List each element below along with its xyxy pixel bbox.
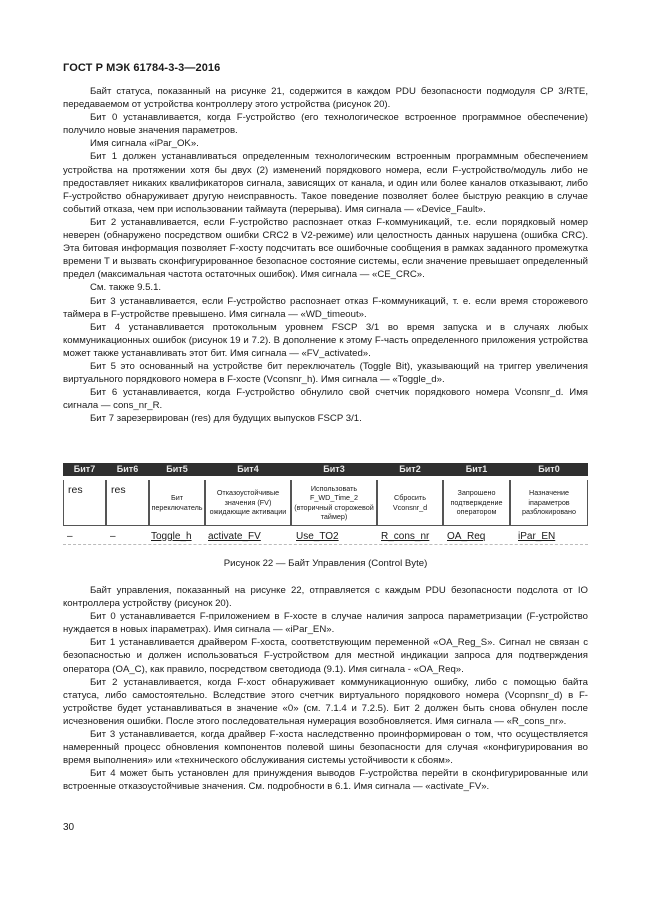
paragraph: Бит 4 устанавливается протокольным уровнем FSCP 3/1 во время запуска и в случаях любых коммуникационных ошибок (рисунок 19 и 7.2). В дополнение к этому F-часть определенного приложения устройства может также устанавливать этот бит. Имя сигнала — «FV_activated». xyxy=(63,321,588,359)
paragraph: Бит 7 зарезервирован (res) для будущих выпусков FSCP 3/1. xyxy=(90,413,362,425)
signal-name: Use_TO2 xyxy=(296,531,339,542)
paragraph: Бит 5 это основанный на устройстве бит переключатель (Toggle Bit), указывающий на триггер увеличения виртуального порядкового номера в F-хосте (Vconsnr_h). Имя сигнала — «Toggle_d». xyxy=(63,360,588,386)
paragraph: Бит 2 устанавливается, когда F-хост обнаруживает коммуникационную ошибку, либо с помощью байта статуса, либо самостоятельно. Вследствие этого счетчик виртуального порядкового номера (Vcopnsnr_d) в F-устройстве будет устанавливаться в значение «0» (см. 7.1.4 и 7.2.5). Бит 2 должен быть снова обнулен после исчезновения ошибки. После этого последовательная нумерация возобновляется. Имя сигнала — «R_cons_nr». xyxy=(63,676,588,727)
bit-cell: Назначение iпараметров разблокировано xyxy=(510,480,588,526)
bit-header: Бит7 xyxy=(73,464,96,474)
text-block-control-byte xyxy=(63,584,588,794)
paragraph: Бит 1 устанавливается драйвером F-хоста, соответствующим переменной «OA_Reg_S». Сигнал не связан с безопасностью и должен использоваться F-устройством для местной индикации запроса для подтверждения оператора (OA_C), как правило, посредством светодиода (9.1). Имя сигнала - «OA_Req». xyxy=(63,637,588,675)
paragraph: Бит 3 устанавливается, когда драйвер F-хоста наследственно проинформирован о том, что осуществляется намеренный процесс обновления компонентов полевой шины безопасности для случая «конфигурирования во время выполнения» или «технического обслуживания системы устойчивости к сбоям». xyxy=(63,729,588,767)
signal-name: – xyxy=(67,531,73,542)
paragraph: Бит 4 может быть установлен для принуждения выводов F-устройства перейти в сконфигурированные или встроенные отказоустойчивые значения. См. подробности в 6.1. Имя сигнала — «activate_FV». xyxy=(63,768,588,793)
paragraph: Бит 2 устанавливается, если F-устройство распознает отказ F-коммуникаций, т.е. если порядковый номер неверен (обнаружено посредством ошибки CRC2 в V2-режиме) или целостность данных нарушена (ошибка CRC). Эта битовая информация позволяет F-хосту подсчитать все ошибочные сообщения в рамках заданного промежутка времени T и вызвать сконфигурированное безопасное состояние системы, если значение превышает определенный предел (максимальная частота остаточных ошибок). Имя сигнала — «CE_CRC». xyxy=(63,216,588,281)
signal-name: iPar_EN xyxy=(518,531,556,542)
bit-header: Бит1 xyxy=(465,464,488,474)
control-byte-figure xyxy=(63,463,588,545)
bit-header: Бит2 xyxy=(399,464,421,474)
paragraph: Бит 1 должен устанавливаться определенным технологическим встроенным программным обеспечением устройства на протяжении хотя бы двух (2) изменений порядкового номера, если F-устройство/модуль либо не предоставляет никаких квалификаторов сигнала, зависящих от канала, и один или более каналов отказывают, либо F-устройство обнаруживает другую неисправность. Такое поведение позволяет более быструю реакцию в случае событий отказа, чем при использовании таймаута (перерыва). Имя сигнала — «Device_Fault». xyxy=(63,151,588,215)
bit-header: Бит0 xyxy=(538,464,560,474)
paragraph: Имя сигнала «iPar_OK». xyxy=(90,138,199,150)
signal-name: OA_Req xyxy=(447,531,486,542)
signal-baseline xyxy=(63,544,588,545)
signal-name: R_cons_nr xyxy=(381,531,430,542)
paragraph: См. также 9.5.1. xyxy=(90,282,162,294)
bit-header-row xyxy=(63,463,588,476)
bit-cell: Использовать F_WD_Time_2 (вторичный сторожевой таймер) xyxy=(291,480,377,526)
signal-name: Toggle_h xyxy=(151,531,192,542)
page-number: 30 xyxy=(63,822,75,833)
paragraph: Бит 3 устанавливается, если F-устройство распознает отказ F-коммуникаций, т. е. если время сторожевого таймера в F-устройстве превышено. Имя сигнала — «WD_timeout». xyxy=(63,295,588,320)
bit-cell: res xyxy=(63,480,106,526)
bit-cell: Отказоустойчивые значения (FV) ожидающие активации xyxy=(205,480,291,526)
paragraph: Байт управления, показанный на рисунке 22, отправляется с каждым PDU безопасности подслота от IO контроллера устройству (рисунок 20). xyxy=(63,585,588,610)
figure-caption: Рисунок 22 — Байт Управления (Control Byte) xyxy=(223,558,428,569)
text-block-status-byte xyxy=(63,85,588,425)
paragraph: Бит 0 устанавливается F-приложением в F-хосте в случае наличия запроса параметризации (F-устройство нуждается в новых iпараметрах). Имя сигнала — «iPar_EN». xyxy=(63,611,588,636)
bit-header: Бит4 xyxy=(237,464,259,474)
bit-header: Бит6 xyxy=(116,464,139,474)
bit-cell: Сбросить Vconsnr_d xyxy=(377,480,443,526)
bit-header: Бит3 xyxy=(323,464,345,474)
bit-cell: Бит переключатель xyxy=(149,480,205,526)
bit-cell: res xyxy=(106,480,149,526)
paragraph: Бит 0 устанавливается, когда F-устройство (его технологическое встроенное программное обеспечение) получило новые значения параметров. xyxy=(63,112,588,137)
bit-cell: Запрошено подтверждение оператором xyxy=(443,480,510,526)
signal-name: – xyxy=(110,531,116,542)
paragraph: Байт статуса, показанный на рисунке 21, содержится в каждом PDU безопасности подмодуля CP 3/RTE, передаваемом от устройства контроллеру этого устройства (рисунок 20). xyxy=(63,86,588,111)
paragraph: Бит 6 устанавливается, когда F-устройство обнулило свой счетчик порядкового номера Vconsnr_d. Имя сигнала — cons_nr_R. xyxy=(63,387,588,412)
document-header: ГОСТ Р МЭК 61784-3-3—2016 xyxy=(63,62,221,74)
bit-header: Бит5 xyxy=(166,464,188,474)
signal-name: activate_FV xyxy=(208,531,261,542)
